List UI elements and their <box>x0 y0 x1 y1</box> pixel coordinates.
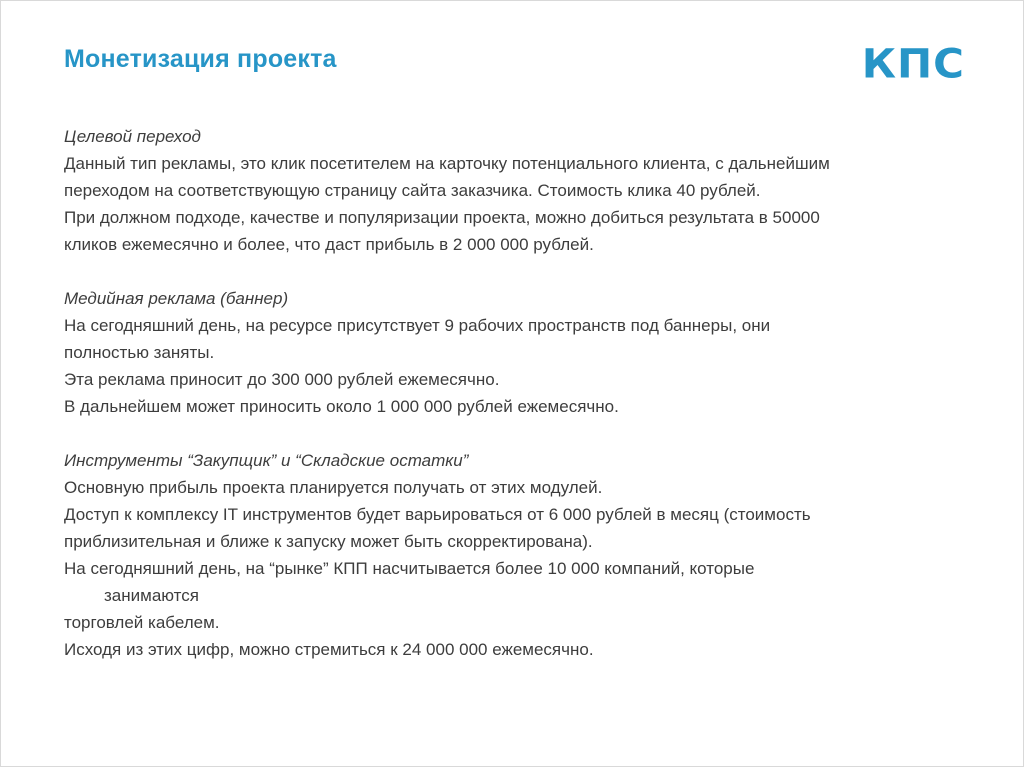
section-heading: Инструменты “Закупщик” и “Складские остатки” <box>64 451 469 470</box>
text-line: Исходя из этих цифр, можно стремиться к 24 000 000 ежемесячно. <box>64 640 594 659</box>
section-tools-modules <box>64 447 963 663</box>
section-target-transition <box>64 123 963 258</box>
text-line: кликов ежемесячно и более, что даст прибыль в 2 000 000 рублей. <box>64 235 594 254</box>
page-title: Монетизация проекта <box>64 45 337 73</box>
text-line: На сегодняшний день, на “рынке” КПП насчитывается более 10 000 компаний, которые <box>64 559 755 578</box>
text-line: полностью заняты. <box>64 343 215 362</box>
text-line: Данный тип рекламы, это клик посетителем на карточку потенциального клиента, с дальнейшим <box>64 154 830 173</box>
text-line: На сегодняшний день, на ресурсе присутствует 9 рабочих пространств под баннеры, они <box>64 316 771 335</box>
section-heading: Медийная реклама (баннер) <box>64 289 289 308</box>
slide-body <box>64 123 963 663</box>
text-line: Основную прибыль проекта планируется получать от этих модулей. <box>64 478 603 497</box>
text-line: переходом на соответствующую страницу сайта заказчика. Стоимость клика 40 рублей. <box>64 181 761 200</box>
text-line: В дальнейшем может приносить около 1 000 000 рублей ежемесячно. <box>64 397 619 416</box>
text-line: приблизительная и ближе к запуску может быть скорректирована). <box>64 532 593 551</box>
text-line: Доступ к комплексу IT инструментов будет варьироваться от 6 000 рублей в месяц (стоимость <box>64 505 811 524</box>
section-heading: Целевой переход <box>64 127 201 146</box>
text-line: торговлей кабелем. <box>64 613 220 632</box>
text-line: При должном подходе, качестве и популяризации проекта, можно добиться результата в 50000 <box>64 208 820 227</box>
text-line: Эта реклама приносит до 300 000 рублей ежемесячно. <box>64 370 500 389</box>
text-line: занимаются <box>104 586 199 605</box>
slide-header <box>64 40 965 87</box>
section-media-banner <box>64 285 963 420</box>
kps-logo: КПС <box>861 40 965 87</box>
